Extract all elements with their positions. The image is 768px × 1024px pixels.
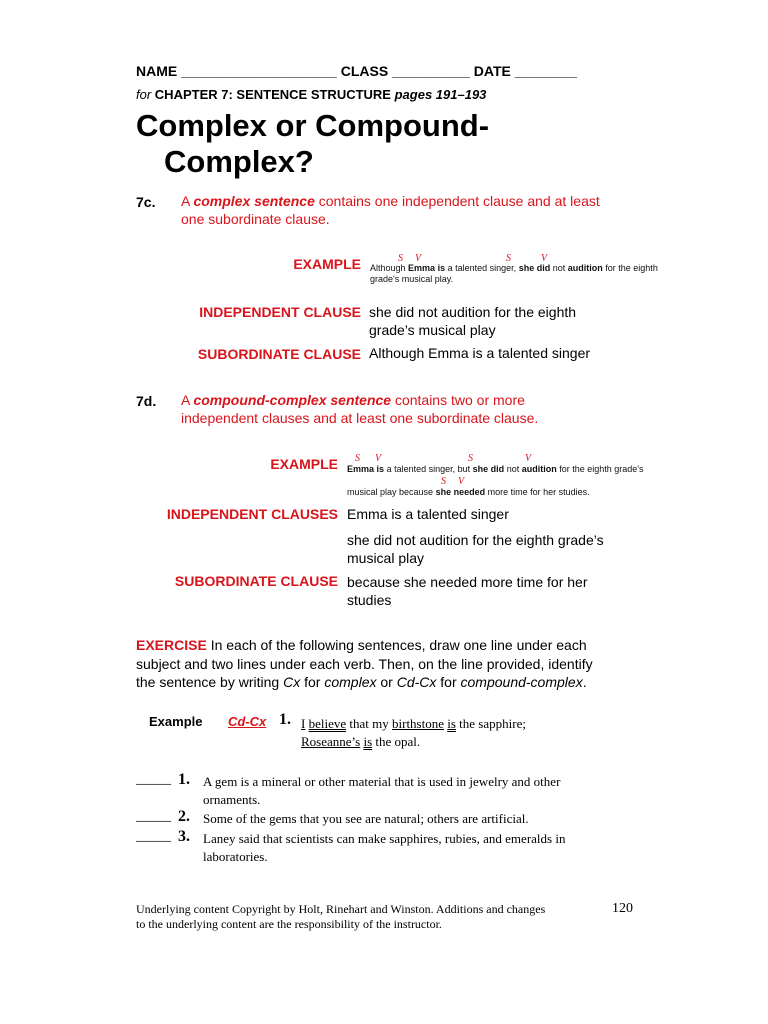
- example-7c-label: EXAMPLE: [293, 256, 361, 272]
- chapter-title: CHAPTER 7: SENTENCE STRUCTURE: [154, 87, 391, 102]
- item-text-2: Some of the gems that you see are natural; others are artificial.: [203, 811, 529, 826]
- subordinate-clause-7d-label: SUBORDINATE CLAUSE: [174, 573, 338, 589]
- answer-blank-1[interactable]: _____: [136, 772, 171, 787]
- worked-example-number: 1.: [279, 711, 291, 728]
- rule-7c-text: A complex sentence contains one independent clause and at least one subordinate clause.: [181, 193, 600, 227]
- worked-example-sentence: I believe that my birthstone is the sapphire; Roseanne’s is the opal.: [301, 716, 526, 749]
- subordinate-clause-7d-text: because she needed more time for her studies: [347, 574, 588, 608]
- rule-7c-term: complex sentence: [193, 193, 315, 209]
- rule-7d-number: 7d.: [136, 393, 157, 409]
- worked-example-answer: Cd-Cx: [228, 714, 267, 729]
- subordinate-clause-text: Although Emma is a talented singer: [369, 345, 591, 361]
- independent-clause-text: she did not audition for the eighth grade’s musical play: [369, 304, 577, 338]
- for-label: for: [136, 87, 152, 102]
- name-class-date-line: NAME ____________________ CLASS __________ DATE ________: [136, 63, 578, 79]
- exercise-instructions: EXERCISE In each of the following sentences, draw one line under each subject and two lines under each verb. Then, on the line provided, identify the sentence by writing Cx for complex or Cd-Cx for compound-complex.: [136, 637, 593, 690]
- rule-7d-term: compound-complex sentence: [193, 392, 392, 408]
- rule-7d-text: A compound-complex sentence contains two or more independent clauses and at least one subordinate clause.: [181, 392, 539, 426]
- copyright-footer: Underlying content Copyright by Holt, Rinehart and Winston. Additions and changes to the underlying content are the responsibility of the instructor.: [136, 902, 546, 931]
- independent-clause-label: INDEPENDENT CLAUSE: [199, 304, 361, 320]
- worked-example-label: Example: [149, 714, 203, 729]
- page-title: [136, 108, 489, 180]
- item-text-1: A gem is a mineral or other material that is used in jewelry and other ornaments.: [203, 774, 561, 807]
- item-text-3: Laney said that scientists can make sapphires, rubies, and emeralds in laboratories.: [203, 831, 566, 864]
- page-title-line1: Complex or Compound-: [136, 108, 490, 143]
- item-number-1: 1.: [178, 771, 190, 788]
- example-7c-sentence: S V S V Although Emma is a talented singer, she did not audition for the eighth grade's musical play.: [370, 253, 658, 284]
- chapter-line: [136, 87, 486, 102]
- subordinate-clause-label: SUBORDINATE CLAUSE: [197, 346, 361, 362]
- answer-blank-2[interactable]: _____: [136, 809, 171, 824]
- rule-7c-number: 7c.: [136, 194, 156, 210]
- example-7d-label: EXAMPLE: [270, 456, 338, 472]
- independent-clause-2-text: she did not audition for the eighth grade’s musical play: [347, 532, 604, 566]
- independent-clauses-label: INDEPENDENT CLAUSES: [166, 506, 338, 522]
- item-number-3: 3.: [178, 828, 190, 845]
- exercise-label: EXERCISE: [136, 637, 207, 653]
- chapter-pages: pages 191–193: [394, 87, 487, 102]
- page-number: 120: [612, 901, 633, 916]
- example-7d-sentence: S V S V Emma is a talented singer, but she did not audition for the eighth grade's S V musical play because she needed more time for her studies.: [347, 453, 644, 497]
- page-title-line2: Complex?: [164, 144, 314, 179]
- independent-clause-1-text: Emma is a talented singer: [347, 506, 509, 522]
- answer-blank-3[interactable]: _____: [136, 829, 171, 844]
- item-number-2: 2.: [178, 808, 190, 825]
